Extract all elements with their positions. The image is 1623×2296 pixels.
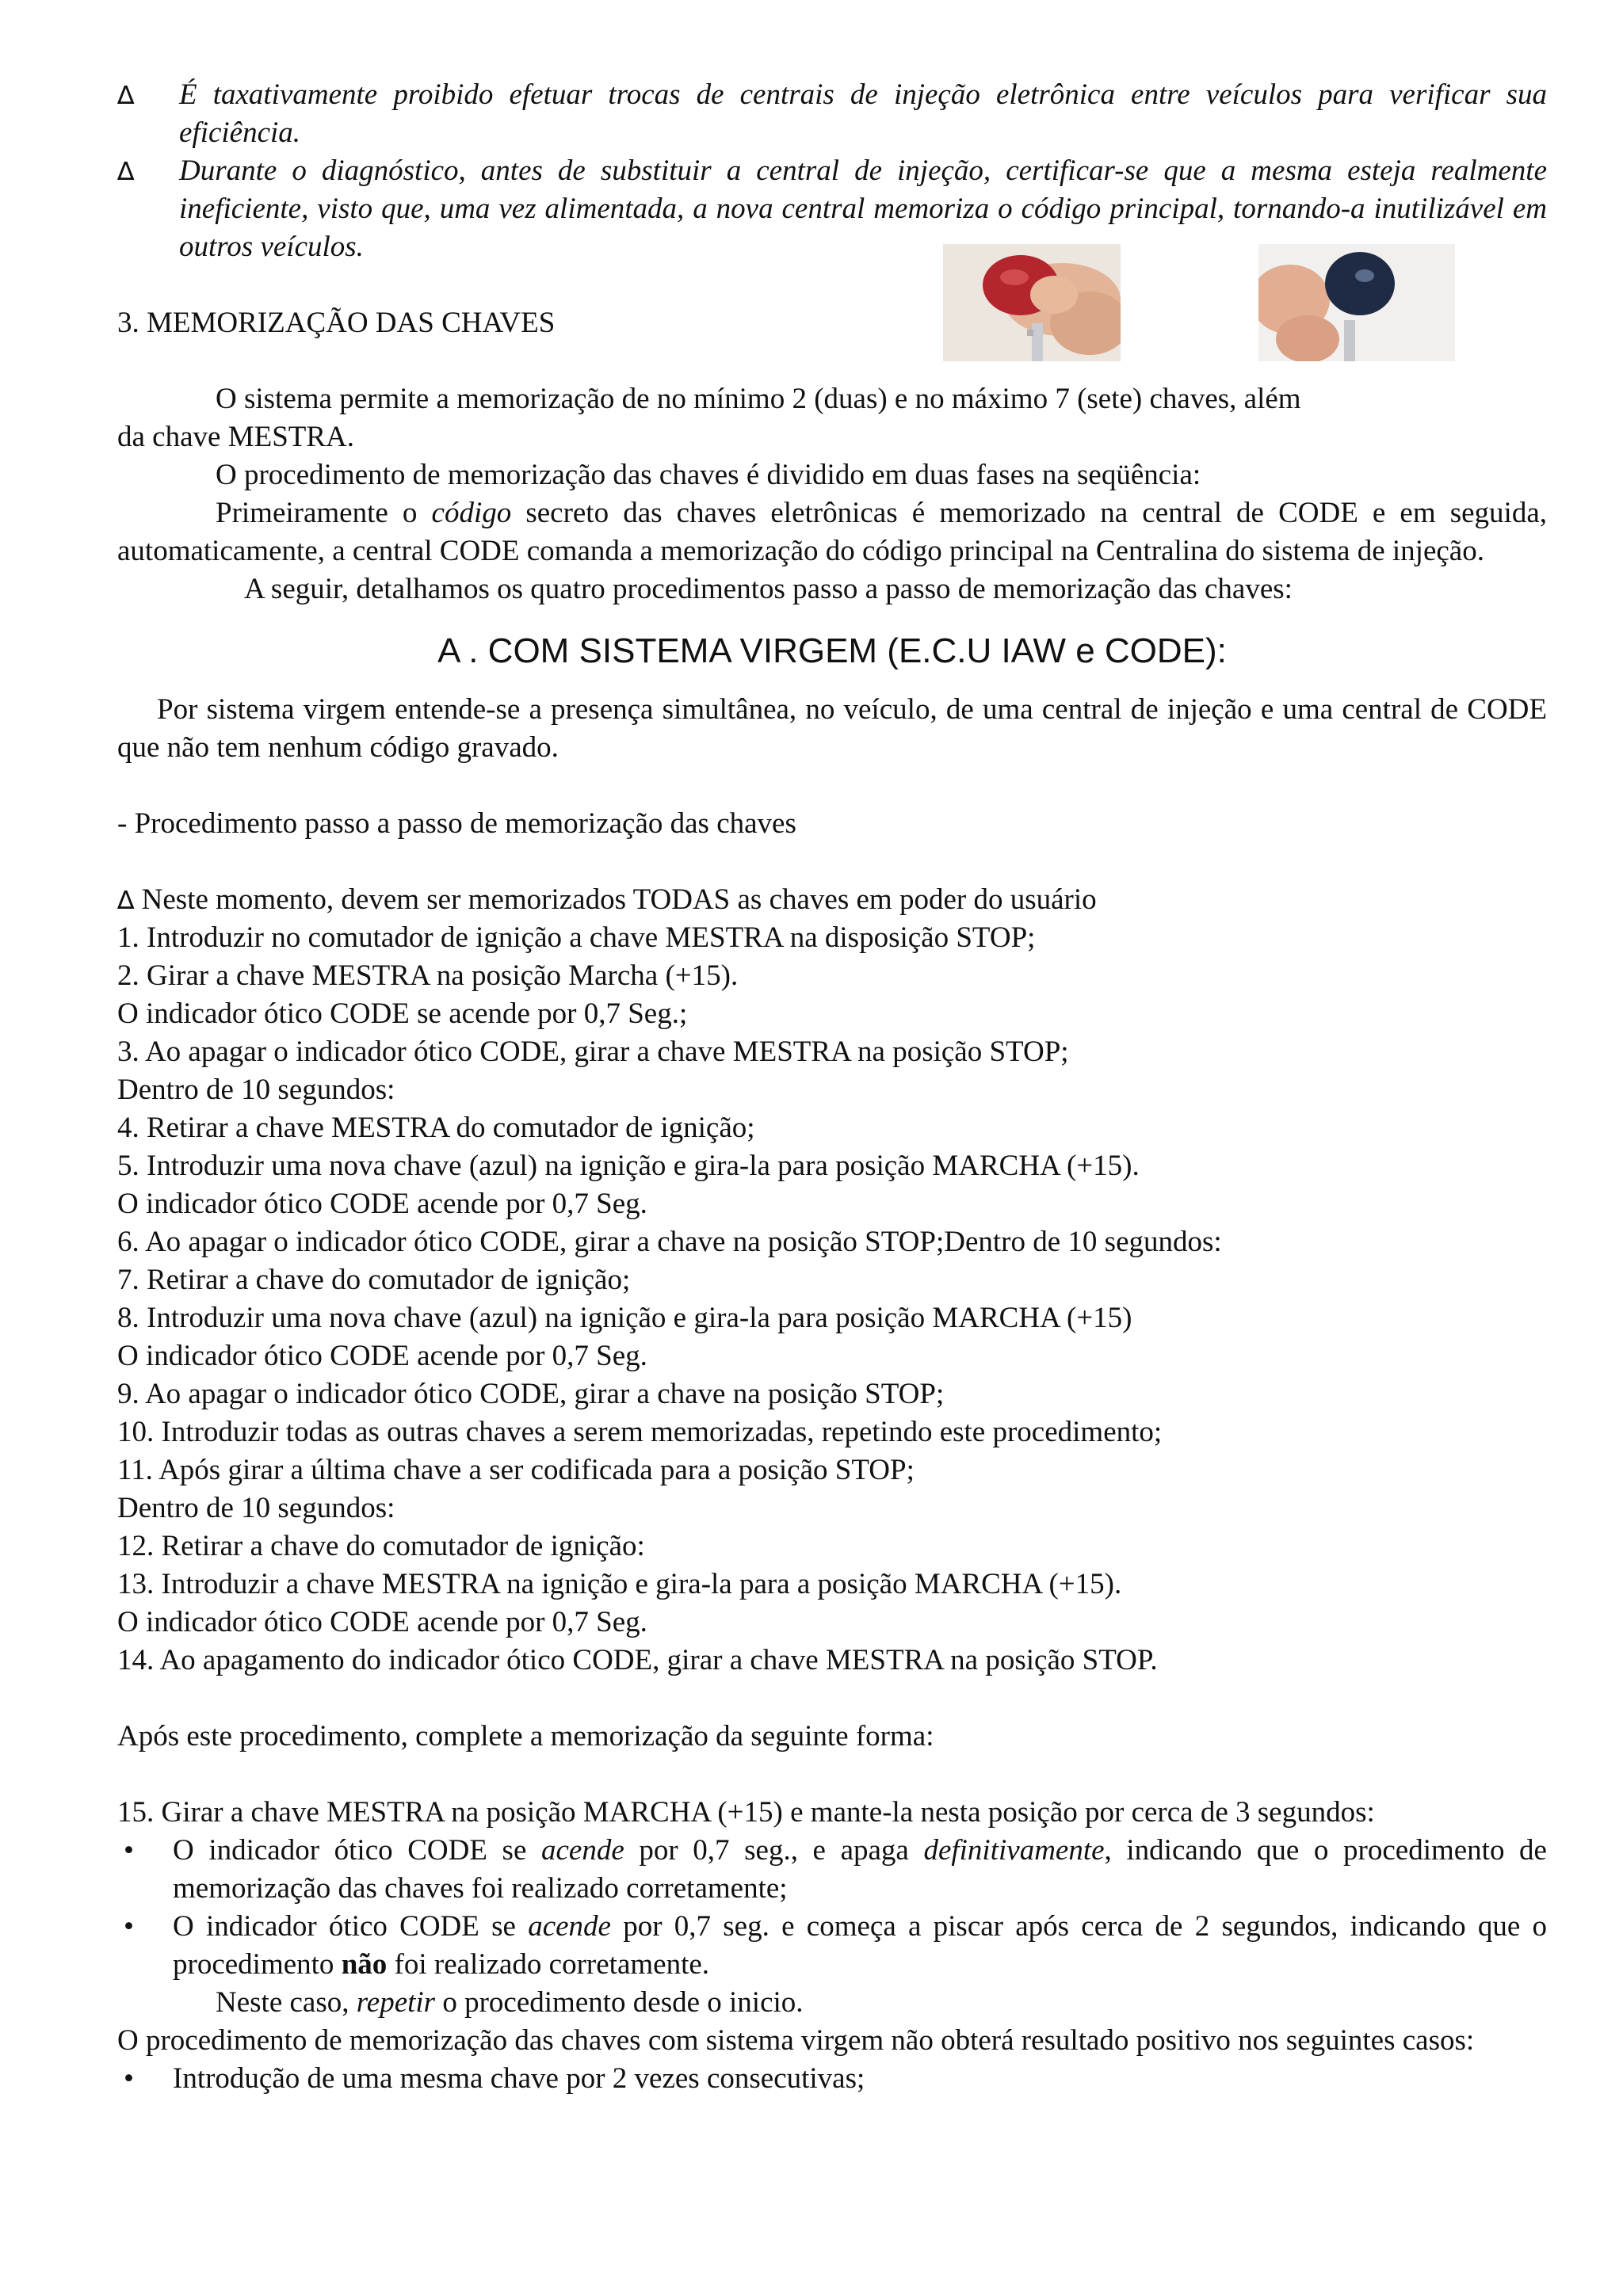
step-line: 7. Retirar a chave do comutador de ignição; [117,1264,631,1296]
delta-icon: ∆ [117,80,135,110]
bullet-item [117,2060,1547,2098]
bold-span: não [341,1948,388,1981]
procedure-warning-text: Neste momento, devem ser memorizados TODAS as chaves em poder do usuário [134,883,1097,916]
text-span: Primeiramente o [216,497,432,529]
text-span: o procedimento desde o inicio. [435,1986,804,2019]
text-span: por 0,7 seg. e começa a piscar após cerca de 2 segundos, indicando que o procedimento [173,1910,1547,1981]
section-a-title: A . COM SISTEMA VIRGEM (E.C.U IAW e CODE): [437,631,1227,670]
bullet-text [173,1908,1547,1984]
step-line: 1. Introduzir no comutador de ignição a chave MESTRA na disposição STOP; [117,921,1036,954]
step-line: 10. Introduzir todas as outras chaves a serem memorizadas, repetindo este procedimento; [117,1416,1163,1448]
step-line: 12. Retirar a chave do comutador de ignição: [117,1530,645,1562]
spacer [117,266,1547,304]
step-line: O indicador ótico CODE acende por 0,7 Seg. [117,1606,647,1638]
procedure-warning [117,881,1547,919]
text-span: foi realizado corretamente. [387,1948,710,1981]
step-line: 14. Ao apagamento do indicador ótico CODE, girar a chave MESTRA na posição STOP. [117,1644,1158,1676]
warning-item [117,152,1547,266]
step-line: 13. Introduzir a chave MESTRA na ignição e gira-la para a posição MARCHA (+15). [117,1568,1122,1600]
step-line: 8. Introduzir uma nova chave (azul) na ignição e gira-la para posição MARCHA (+15) [117,1302,1132,1334]
spacer [117,1756,1547,1794]
text-span: por 0,7 seg., e apaga [624,1834,924,1867]
after-procedure-text: Após este procedimento, complete a memorização da seguinte forma: [117,1720,934,1753]
intro-paragraph-1-line-2: da chave MESTRA. [117,421,355,453]
repeat-instruction [117,1984,1547,2022]
italic-span: acende [540,1834,624,1867]
failure-cases-text: O procedimento de memorização das chaves com sistema virgem não obterá resultado positivo nos seguintes casos: [117,2024,1475,2057]
bullet-item [117,1832,1547,1908]
step-line: O indicador ótico CODE se acende por 0,7 Seg.; [117,997,688,1030]
italic-span: código [431,497,512,529]
spacer [117,843,1547,881]
step-line: 5. Introduzir uma nova chave (azul) na ignição e gira-la para posição MARCHA (+15). [117,1150,1140,1182]
warning-text: Durante o diagnóstico, antes de substituir a central de injeção, certificar-se que a mesma esteja realmente ineficiente, visto que, uma vez alimentada, a nova central memoriza o código principal, tornando-a inutilizável em outros veículos. [179,154,1547,263]
intro-paragraph-3 [117,494,1547,570]
step-line: 9. Ao apagar o indicador ótico CODE, girar a chave na posição STOP; [117,1378,945,1410]
spacer [117,1680,1547,1718]
step-line: 11. Após girar a última chave a ser codificada para a posição STOP; [117,1454,915,1486]
intro-paragraph-2: O procedimento de memorização das chaves é dividido em duas fases na seqüência: [216,459,1201,491]
italic-span: definitivamente [923,1834,1105,1867]
document-page [117,76,1547,2098]
text-span: Neste caso, [216,1986,357,2019]
step-line: Dentro de 10 segundos: [117,1074,395,1106]
spacer [117,342,1547,380]
bullet-text [173,1832,1547,1908]
procedure-heading: - Procedimento passo a passo de memorização das chaves [117,807,796,840]
text-span: secreto das chaves eletrônicas é memorizado na central de CODE e em seguida, automaticamente, a central CODE comanda a memorização do código principal na Centralina do sistema de injeção. [117,497,1547,567]
step-line: O indicador ótico CODE acende por 0,7 Seg. [117,1340,647,1372]
text-span: O indicador ótico CODE se [173,1910,529,1943]
step-line: Dentro de 10 segundos: [117,1492,395,1524]
text-span: O indicador ótico CODE se [173,1834,541,1867]
step-line: 6. Ao apagar o indicador ótico CODE, girar a chave na posição STOP;Dentro de 10 segundos: [117,1226,1222,1258]
text-span: , indicando que o procedimento de memorização das chaves foi realizado corretamente; [173,1834,1547,1905]
step-15: 15. Girar a chave MESTRA na posição MARCHA (+15) e mante-la nesta posição por cerca de 3 segundos: [117,1796,1375,1829]
italic-span: acende [528,1910,611,1943]
intro-paragraph-1-line-1: O sistema permite a memorização de no mínimo 2 (duas) e no máximo 7 (sete) chaves, além [216,383,1301,415]
italic-span: repetir [356,1986,436,2019]
bullet-icon: • [124,2062,134,2095]
section-a-description: Por sistema virgem entende-se a presença simultânea, no veículo, de uma central de injeção e uma central de CODE que não tem nenhum código gravado. [117,693,1547,764]
warning-text: É taxativamente proibido efetuar trocas de centrais de injeção eletrônica entre veículos para verificar sua eficiência. [179,78,1547,149]
step-line: 4. Retirar a chave MESTRA do comutador de ignição; [117,1112,755,1144]
bullet-item [117,1908,1547,1984]
bullet-icon: • [124,1910,134,1943]
section-3-title: 3. MEMORIZAÇÃO DAS CHAVES [117,307,556,339]
step-line: 2. Girar a chave MESTRA na posição Marcha (+15). [117,959,739,992]
step-line: O indicador ótico CODE acende por 0,7 Seg. [117,1188,647,1220]
bullet-text: Introdução de uma mesma chave por 2 vezes consecutivas; [173,2062,865,2095]
spacer [117,767,1547,805]
delta-icon: ∆ [117,156,135,186]
delta-icon: ∆ [117,885,135,915]
bullet-icon: • [124,1834,134,1867]
warning-item [117,76,1547,152]
intro-paragraph-4: A seguir, detalhamos os quatro procedimentos passo a passo de memorização das chaves: [244,573,1293,605]
step-line: 3. Ao apagar o indicador ótico CODE, girar a chave MESTRA na posição STOP; [117,1035,1069,1068]
